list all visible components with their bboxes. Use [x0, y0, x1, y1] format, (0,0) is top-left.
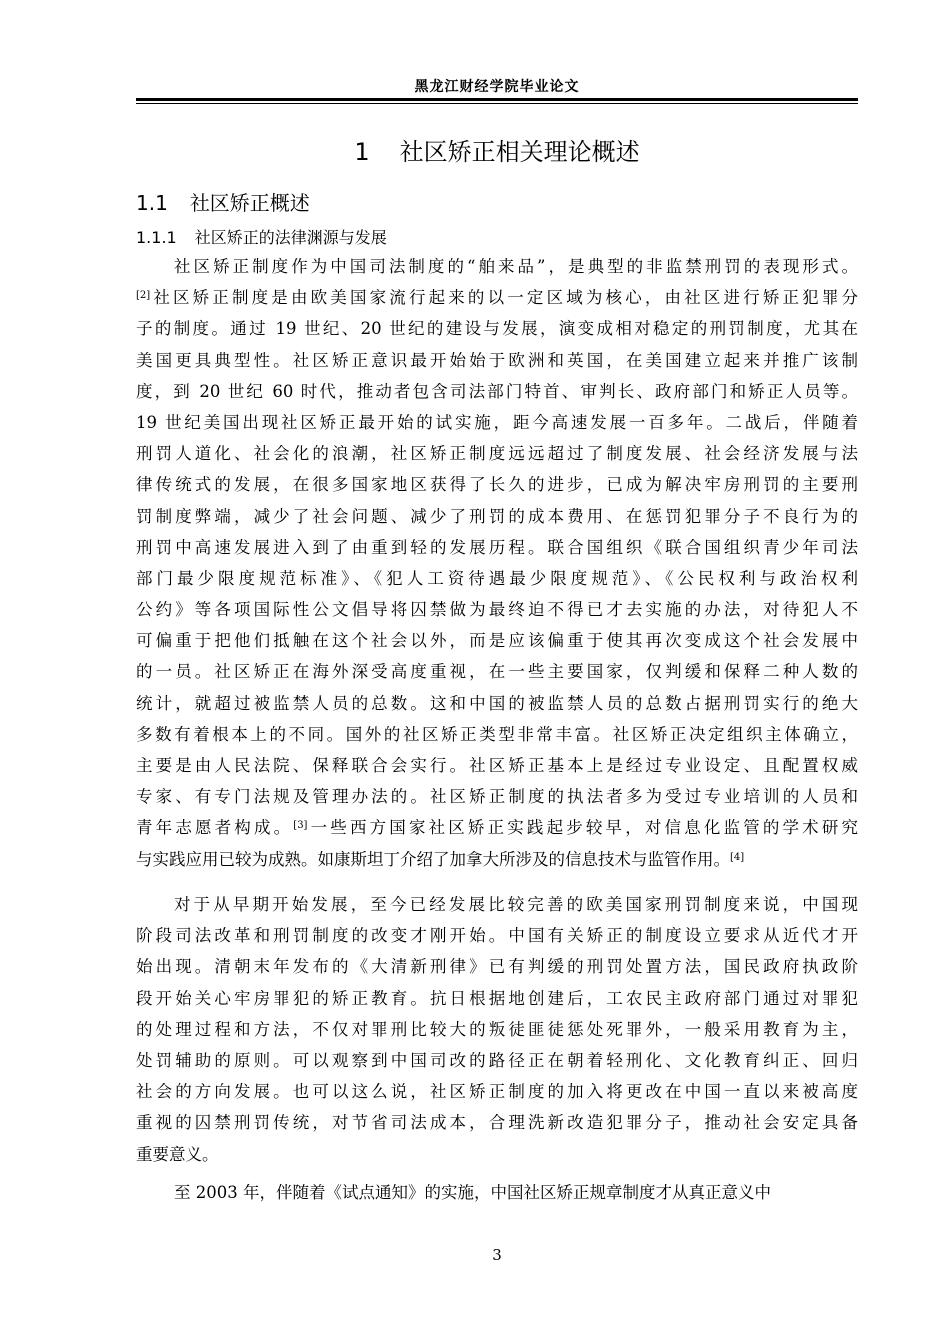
chapter-title-text: 社区矫正相关理论概述 — [399, 138, 640, 166]
subsection-heading — [136, 225, 387, 248]
text-line: 段开始关心牢房罪犯的矫正教育。抗日根据地创建后，工农民主政府部门通过对罪犯 — [136, 988, 858, 1008]
running-header: 黑龙江财经学院毕业论文 — [414, 79, 580, 95]
text-line: 始出现。清朝末年发布的《大清新刑律》已有判缓的刑罚处置方法，国民政府执政阶 — [136, 957, 858, 977]
text-line: 19 世纪美国出现社区矫正最开始的试实施，距今高速发展一百多年。二战后，伴随着 — [136, 412, 858, 432]
subsection-number: 1.1.1 — [136, 228, 177, 247]
header-rule-thin — [136, 103, 858, 104]
citation-marker: [3] — [293, 820, 308, 832]
text-line: 对于从早期开始发展，至今已经发展比较完善的欧美国家刑罚制度来说，中国现 — [174, 895, 858, 914]
page-number: 3 — [492, 1246, 502, 1264]
text-line: 的处理过程和方法，不仅对罪刑比较大的叛徒匪徒惩处死罪外，一般采用教育为主， — [136, 1019, 858, 1039]
text-line: 社会的方向发展。也可以这么说，社区矫正制度的加入将更改在中国一直以来被高度 — [136, 1082, 858, 1102]
text-line: 主要是由人民法院、保释联合会实行。社区矫正基本上是经过专业设定、且配置权威 — [136, 756, 858, 775]
text-line: 度，到 20 世纪 60 时代，推动者包含司法部门特首、审判长、政府部门和矫正人员等。 — [136, 381, 858, 401]
text-line: 至 2003 年，伴随着《试点通知》的实施，中国社区矫正规章制度才从真正意义中 — [174, 1183, 771, 1202]
text-line: 统计，就超过被监禁人员的总数。这和中国的被监禁人员的总数占据刑罚实行的绝大 — [136, 693, 858, 713]
text-line: 与实践应用已较为成熟。如康斯坦丁介绍了加拿大所涉及的信息技术与监管作用。[4] — [136, 849, 745, 869]
text-line: 美国更具典型性。社区矫正意识最开始始于欧洲和英国，在美国建立起来并推广该制 — [136, 350, 858, 370]
text-line: 阶段司法改革和刑罚制度的改变才刚开始。中国有关矫正的制度设立要求从近代才开 — [136, 926, 858, 946]
section-heading — [136, 187, 310, 216]
text-line: 公约》等各项国际性公文倡导将囚禁做为最终迫不得已才去实施的办法，对待犯人不 — [136, 600, 858, 620]
subsection-title: 社区矫正的法律渊源与发展 — [194, 228, 387, 247]
body-paragraph-3 — [136, 1177, 858, 1208]
chapter-title — [136, 132, 858, 167]
text-line: 处罚辅助的原则。可以观察到中国司改的路径正在朝着轻刑化、文化教育纠正、回归 — [136, 1050, 858, 1070]
text-line: 律传统式的发展，在很多国家地区获得了长久的进步，已成为解决牢房刑罚的主要刑 — [136, 475, 858, 495]
section-number: 1.1 — [136, 191, 168, 215]
text-line: 重要意义。 — [136, 1144, 219, 1164]
text-line: 罚制度弊端，减少了社会问题、减少了刑罚的成本费用、在惩罚犯罪分子不良行为的 — [136, 506, 858, 526]
text-line: 刑罚中高速发展进入到了由重到轻的发展历程。联合国组织《联合国组织青少年司法 — [136, 537, 858, 557]
text-line: 多数有着根本上的不同。国外的社区矫正类型非常丰富。社区矫正决定组织主体确立， — [136, 724, 858, 744]
text-line: 子的制度。通过 19 世纪、20 世纪的建设与发展，演变成相对稳定的刑罚制度，尤其在 — [136, 319, 858, 339]
text-line: 的一员。社区矫正在海外深受高度重视，在一些主要国家，仅判缓和保释二种人数的 — [136, 662, 858, 682]
text-line: 社区矫正制度作为中国司法制度的“舶来品”，是典型的非监禁刑罚的表现形式。 — [174, 257, 858, 276]
text-line: 可偏重于把他们抵触在这个社会以外，而是应该偏重于使其再次变成这个社会发展中 — [136, 631, 858, 651]
chapter-number: 1 — [354, 138, 370, 166]
text-line: 部门最少限度规范标准》、《犯人工资待遇最少限度规范》、《公民权利与政治权利 — [136, 568, 858, 588]
text-line: 专家、有专门法规及管理办法的。社区矫正制度的执法者多为受过专业培训的人员和 — [136, 787, 858, 807]
body-paragraph-1 — [136, 251, 858, 875]
body-paragraph-2 — [136, 889, 858, 1170]
text-line: 重视的囚禁刑罚传统，对节省司法成本，合理洗新改造犯罪分子，推动社会安定具备 — [136, 1113, 858, 1133]
citation-marker: [4] — [730, 851, 745, 863]
citation-marker: [2] — [136, 290, 151, 302]
text-line: [2]社区矫正制度是由欧美国家流行起来的以一定区域为核心，由社区进行矫正犯罪分 — [136, 288, 858, 308]
text-line: 刑罚人道化、社会化的浪潮，社区矫正制度远远超过了制度发展、社会经济发展与法 — [136, 444, 858, 464]
header-rule-thick — [136, 98, 858, 101]
text-line: 青年志愿者构成。[3]一些西方国家社区矫正实践起步较早，对信息化监管的学术研究 — [136, 818, 858, 838]
section-title: 社区矫正概述 — [189, 191, 310, 215]
